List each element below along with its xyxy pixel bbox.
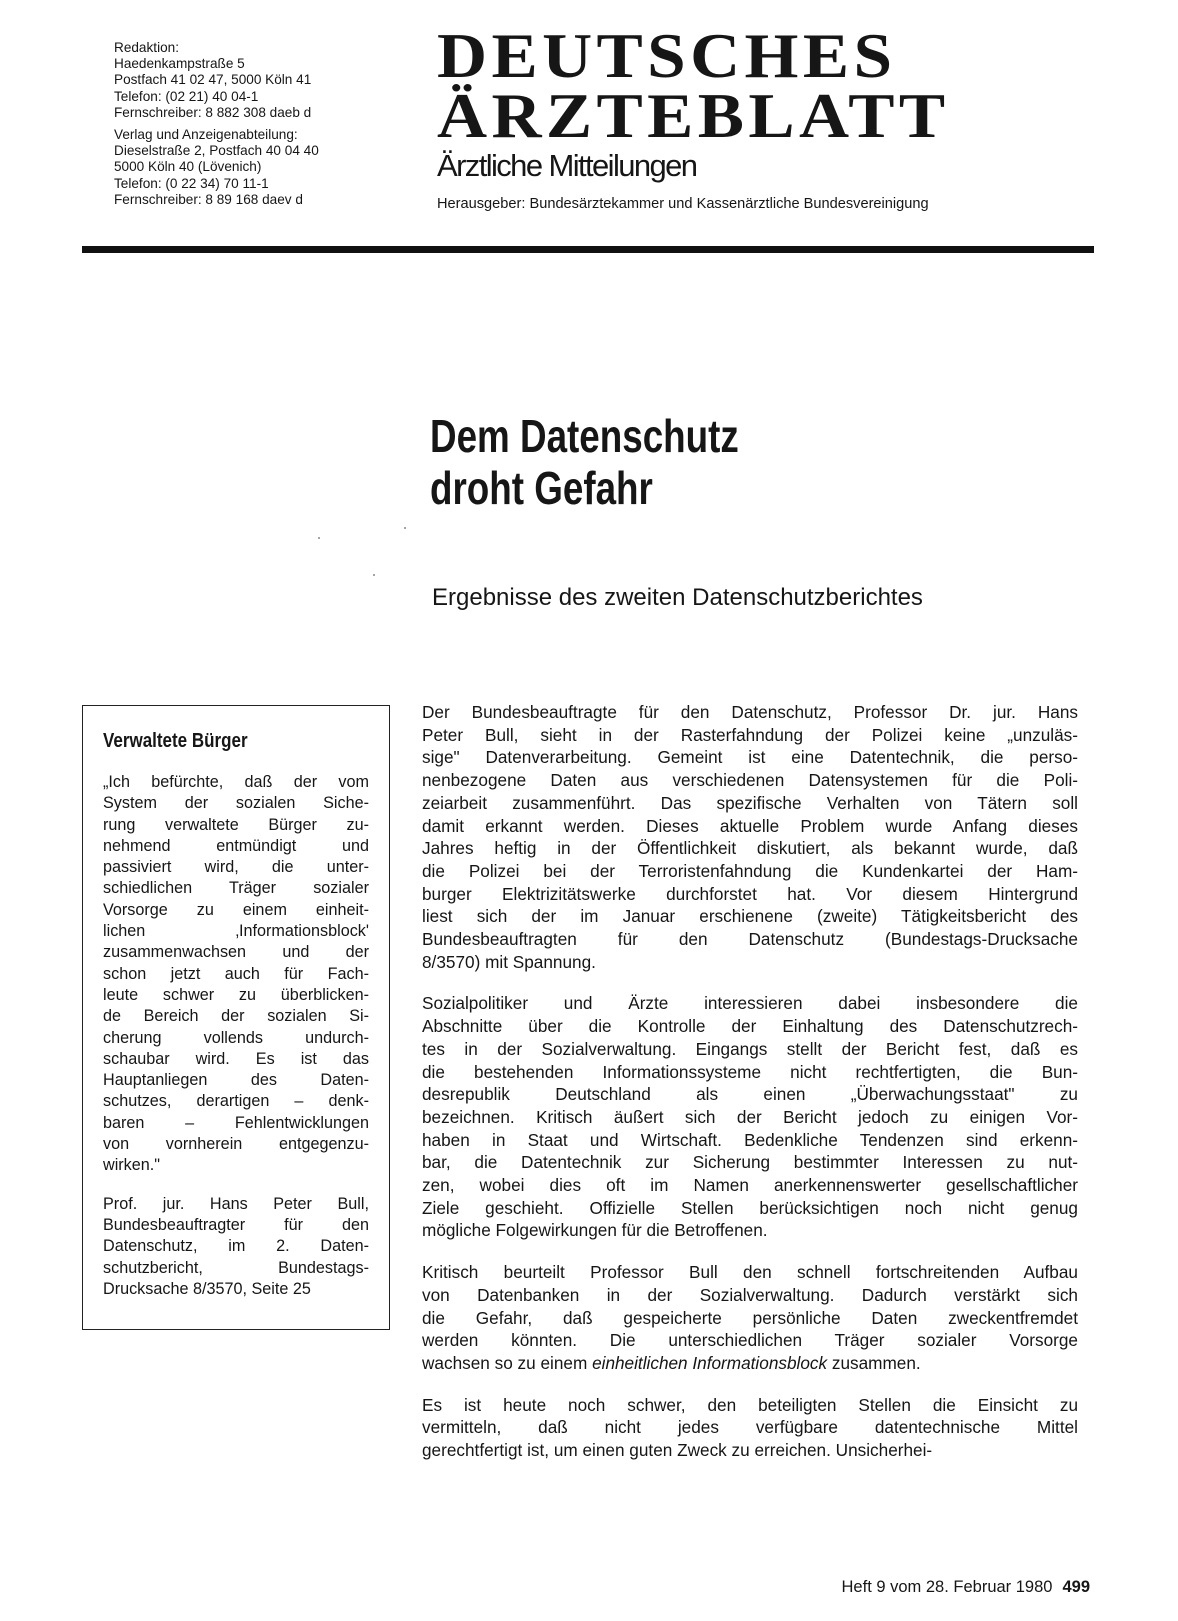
quote-line: zusammenwachsen und der: [103, 943, 369, 962]
contact-line: Postfach 41 02 47, 5000 Köln 41: [114, 72, 312, 88]
headline-line2: droht Gefahr: [430, 462, 653, 514]
article-line: Kritisch beurteilt Professor Bull den schnell fortschreitenden Aufbau: [422, 1262, 1078, 1283]
contact-line: 5000 Köln 40 (Lövenich): [114, 159, 262, 175]
page-number: 499: [1062, 1578, 1090, 1596]
masthead-subtitle: Ärztliche Mitteilungen: [437, 148, 697, 183]
sidebar-box: [82, 705, 390, 1330]
line-text: wachsen so zu einem: [422, 1352, 593, 1373]
quote-line: de Bereich der sozialen Si-: [103, 1007, 369, 1026]
contact-line: Telefon: (02 21) 40 04-1: [114, 88, 259, 104]
masthead: [437, 21, 1137, 212]
quote-line: schutzes, derartigen – denk-: [103, 1092, 369, 1111]
source-line: Prof. jur. Hans Peter Bull,: [103, 1194, 369, 1213]
publisher-address: [114, 127, 414, 208]
contact-line: Dieselstraße 2, Postfach 40 04 40: [114, 143, 319, 159]
article-line: burger Elektrizitätswerke durchforstet hat. Vor diesem Hintergrund: [422, 883, 1078, 904]
contact-line: Fernschreiber: 8 89 168 daev d: [114, 191, 303, 207]
quote-line: cherung vollends undurch-: [103, 1028, 369, 1047]
page-footer: [842, 1578, 1090, 1597]
quote-line: System der sozialen Siche-: [103, 794, 369, 813]
quote-line: baren – Fehlentwicklungen: [103, 1113, 369, 1132]
article-line: die bestehenden Informationssysteme nicht rechtfertigten, die Bun-: [422, 1061, 1078, 1082]
article-line: Abschnitte über die Kontrolle der Einhaltung des Datenschutzrech-: [422, 1016, 1078, 1037]
issue-info: Heft 9 vom 28. Februar 1980: [841, 1578, 1053, 1596]
article-line: bar, die Datentechnik zur Sicherung bestimmter Interessen zu nut-: [422, 1152, 1078, 1173]
article-paragraph: [422, 1261, 1090, 1375]
sidebar-quote: [103, 772, 389, 1177]
print-speck: [373, 574, 375, 576]
line-text: zusammen.: [827, 1352, 921, 1373]
article-paragraph: [422, 992, 1090, 1242]
article-subheadline: Ergebnisse des zweiten Datenschutzberichtes: [432, 584, 923, 611]
article-body: [422, 701, 1090, 1481]
source-line: Drucksache 8/3570, Seite 25: [103, 1279, 311, 1298]
quote-line: rung verwaltete Bürger zu-: [103, 815, 369, 834]
masthead-publisher: Herausgeber: Bundesärztekammer und Kassenärztliche Bundesvereinigung: [437, 196, 929, 212]
quote-line: von vornherein entgegenzu-: [103, 1135, 369, 1154]
article-line: die Gefahr, daß gespeicherte persönliche Daten zweckentfremdet: [422, 1307, 1078, 1328]
article-line: [422, 1352, 1078, 1375]
contact-line: Telefon: (0 22 34) 70 11-1: [114, 175, 269, 191]
article-line: von Datenbanken in der Sozialverwaltung. Dadurch verstärkt sich: [422, 1284, 1078, 1305]
article-line: liest sich der im Januar erschienene (zweite) Tätigkeitsbericht des: [422, 906, 1078, 927]
quote-line: nehmend entmündigt und: [103, 836, 369, 855]
article-line: die Polizei bei der Terroristenfahndung die Kundenkartei der Ham-: [422, 860, 1078, 881]
headline-line1: Dem Datenschutz: [430, 410, 739, 462]
source-line: Bundesbeauftragter für den: [103, 1215, 369, 1234]
article-line: zeiarbeit zusammenführt. Das spezifische Verhalten von Tätern soll: [422, 792, 1078, 813]
quote-line: Hauptanliegen des Daten-: [103, 1071, 369, 1090]
article-paragraph: [422, 1394, 1090, 1462]
article-line: Bundesbeauftragten für den Datenschutz (Bundestags-Drucksache: [422, 929, 1078, 950]
contact-line: Fernschreiber: 8 882 308 daeb d: [114, 104, 312, 120]
article-line: 8/3570) mit Spannung.: [422, 951, 596, 972]
contact-line: Haedenkampstraße 5: [114, 56, 245, 72]
emphasized-text: einheitlichen Informationsblock: [592, 1352, 828, 1373]
quote-line: wirken.": [103, 1156, 161, 1175]
article-line: gerechtfertigt ist, um einen guten Zweck zu erreichen. Unsicherhei-: [422, 1440, 933, 1461]
sidebar-source: [103, 1194, 389, 1300]
article-line: bezeichnen. Kritisch äußert sich der Bericht jedoch zu einigen Vor-: [422, 1106, 1078, 1127]
print-speck: [404, 527, 406, 529]
article-line: Sozialpolitiker und Ärzte interessieren dabei insbesondere die: [422, 993, 1078, 1014]
article-line: zen, wobei dies oft im Namen anerkennenswerter gesellschaftlicher: [422, 1175, 1078, 1196]
article-line: werden könnten. Die unterschiedlichen Träger sozialer Vorsorge: [422, 1330, 1078, 1351]
editorial-address: [114, 40, 414, 121]
article-line: Der Bundesbeauftragte für den Datenschutz, Professor Dr. jur. Hans: [422, 702, 1078, 722]
contact-line: Verlag und Anzeigenabteilung:: [114, 127, 298, 143]
article-line: nenbezogene Daten aus verschiedenen Datensystemen für die Poli-: [422, 770, 1078, 791]
quote-line: schon jetzt auch für Fach-: [103, 964, 369, 983]
sidebar-title: Verwaltete Bürger: [103, 730, 248, 752]
masthead-title-line2: ÄRZTEBLATT: [437, 81, 950, 151]
article-paragraph: [422, 701, 1090, 973]
article-line: tes in der Sozialverwaltung. Eingangs stellt der Bericht fest, daß es: [422, 1038, 1078, 1059]
article-line: mögliche Folgewirkungen für die Betroffenen.: [422, 1220, 768, 1241]
article-line: Ziele geschieht. Offizielle Stellen berücksichtigen noch nicht genug: [422, 1197, 1078, 1218]
quote-line: leute schwer zu überblicken-: [103, 985, 369, 1004]
header-rule: [82, 246, 1094, 253]
source-line: schutzbericht, Bundestags-: [103, 1258, 369, 1277]
quote-line: „Ich befürchte, daß der vom: [103, 773, 369, 791]
article-line: Peter Bull, sieht in der Rasterfahndung der Polizei keine „unzuläs-: [422, 724, 1078, 745]
print-speck: [318, 537, 320, 539]
masthead-title-line1: DEUTSCHES: [437, 21, 897, 91]
article-line: Es ist heute noch schwer, den beteiligten Stellen die Einsicht zu: [422, 1394, 1078, 1415]
article-line: Jahres heftig in der Öffentlichkeit diskutiert, als bekannt wurde, daß: [422, 838, 1078, 859]
article-line: damit erkannt werden. Dieses aktuelle Problem wurde Anfang dieses: [422, 815, 1078, 836]
article-line: vermitteln, daß nicht jedes verfügbare datentechnische Mittel: [422, 1417, 1078, 1438]
article-line: sige" Datenverarbeitung. Gemeint ist eine Datentechnik, die perso-: [422, 747, 1078, 768]
article-headline: [430, 410, 739, 514]
quote-line: lichen ‚Informationsblock': [103, 922, 369, 941]
article-line: haben in Staat und Wirtschaft. Bedenkliche Tendenzen sind erkenn-: [422, 1129, 1078, 1150]
quote-line: schaubar wird. Es ist das: [103, 1049, 369, 1068]
quote-line: passiviert wird, die unter-: [103, 858, 369, 877]
quote-line: schiedlichen Träger sozialer: [103, 879, 369, 898]
contact-block: [114, 40, 414, 208]
contact-line: Redaktion:: [114, 40, 179, 55]
source-line: Datenschutz, im 2. Daten-: [103, 1237, 369, 1256]
quote-line: Vorsorge zu einem einheit-: [103, 900, 369, 919]
article-line: desrepublik Deutschland als einen „Überwachungsstaat" zu: [422, 1084, 1078, 1105]
